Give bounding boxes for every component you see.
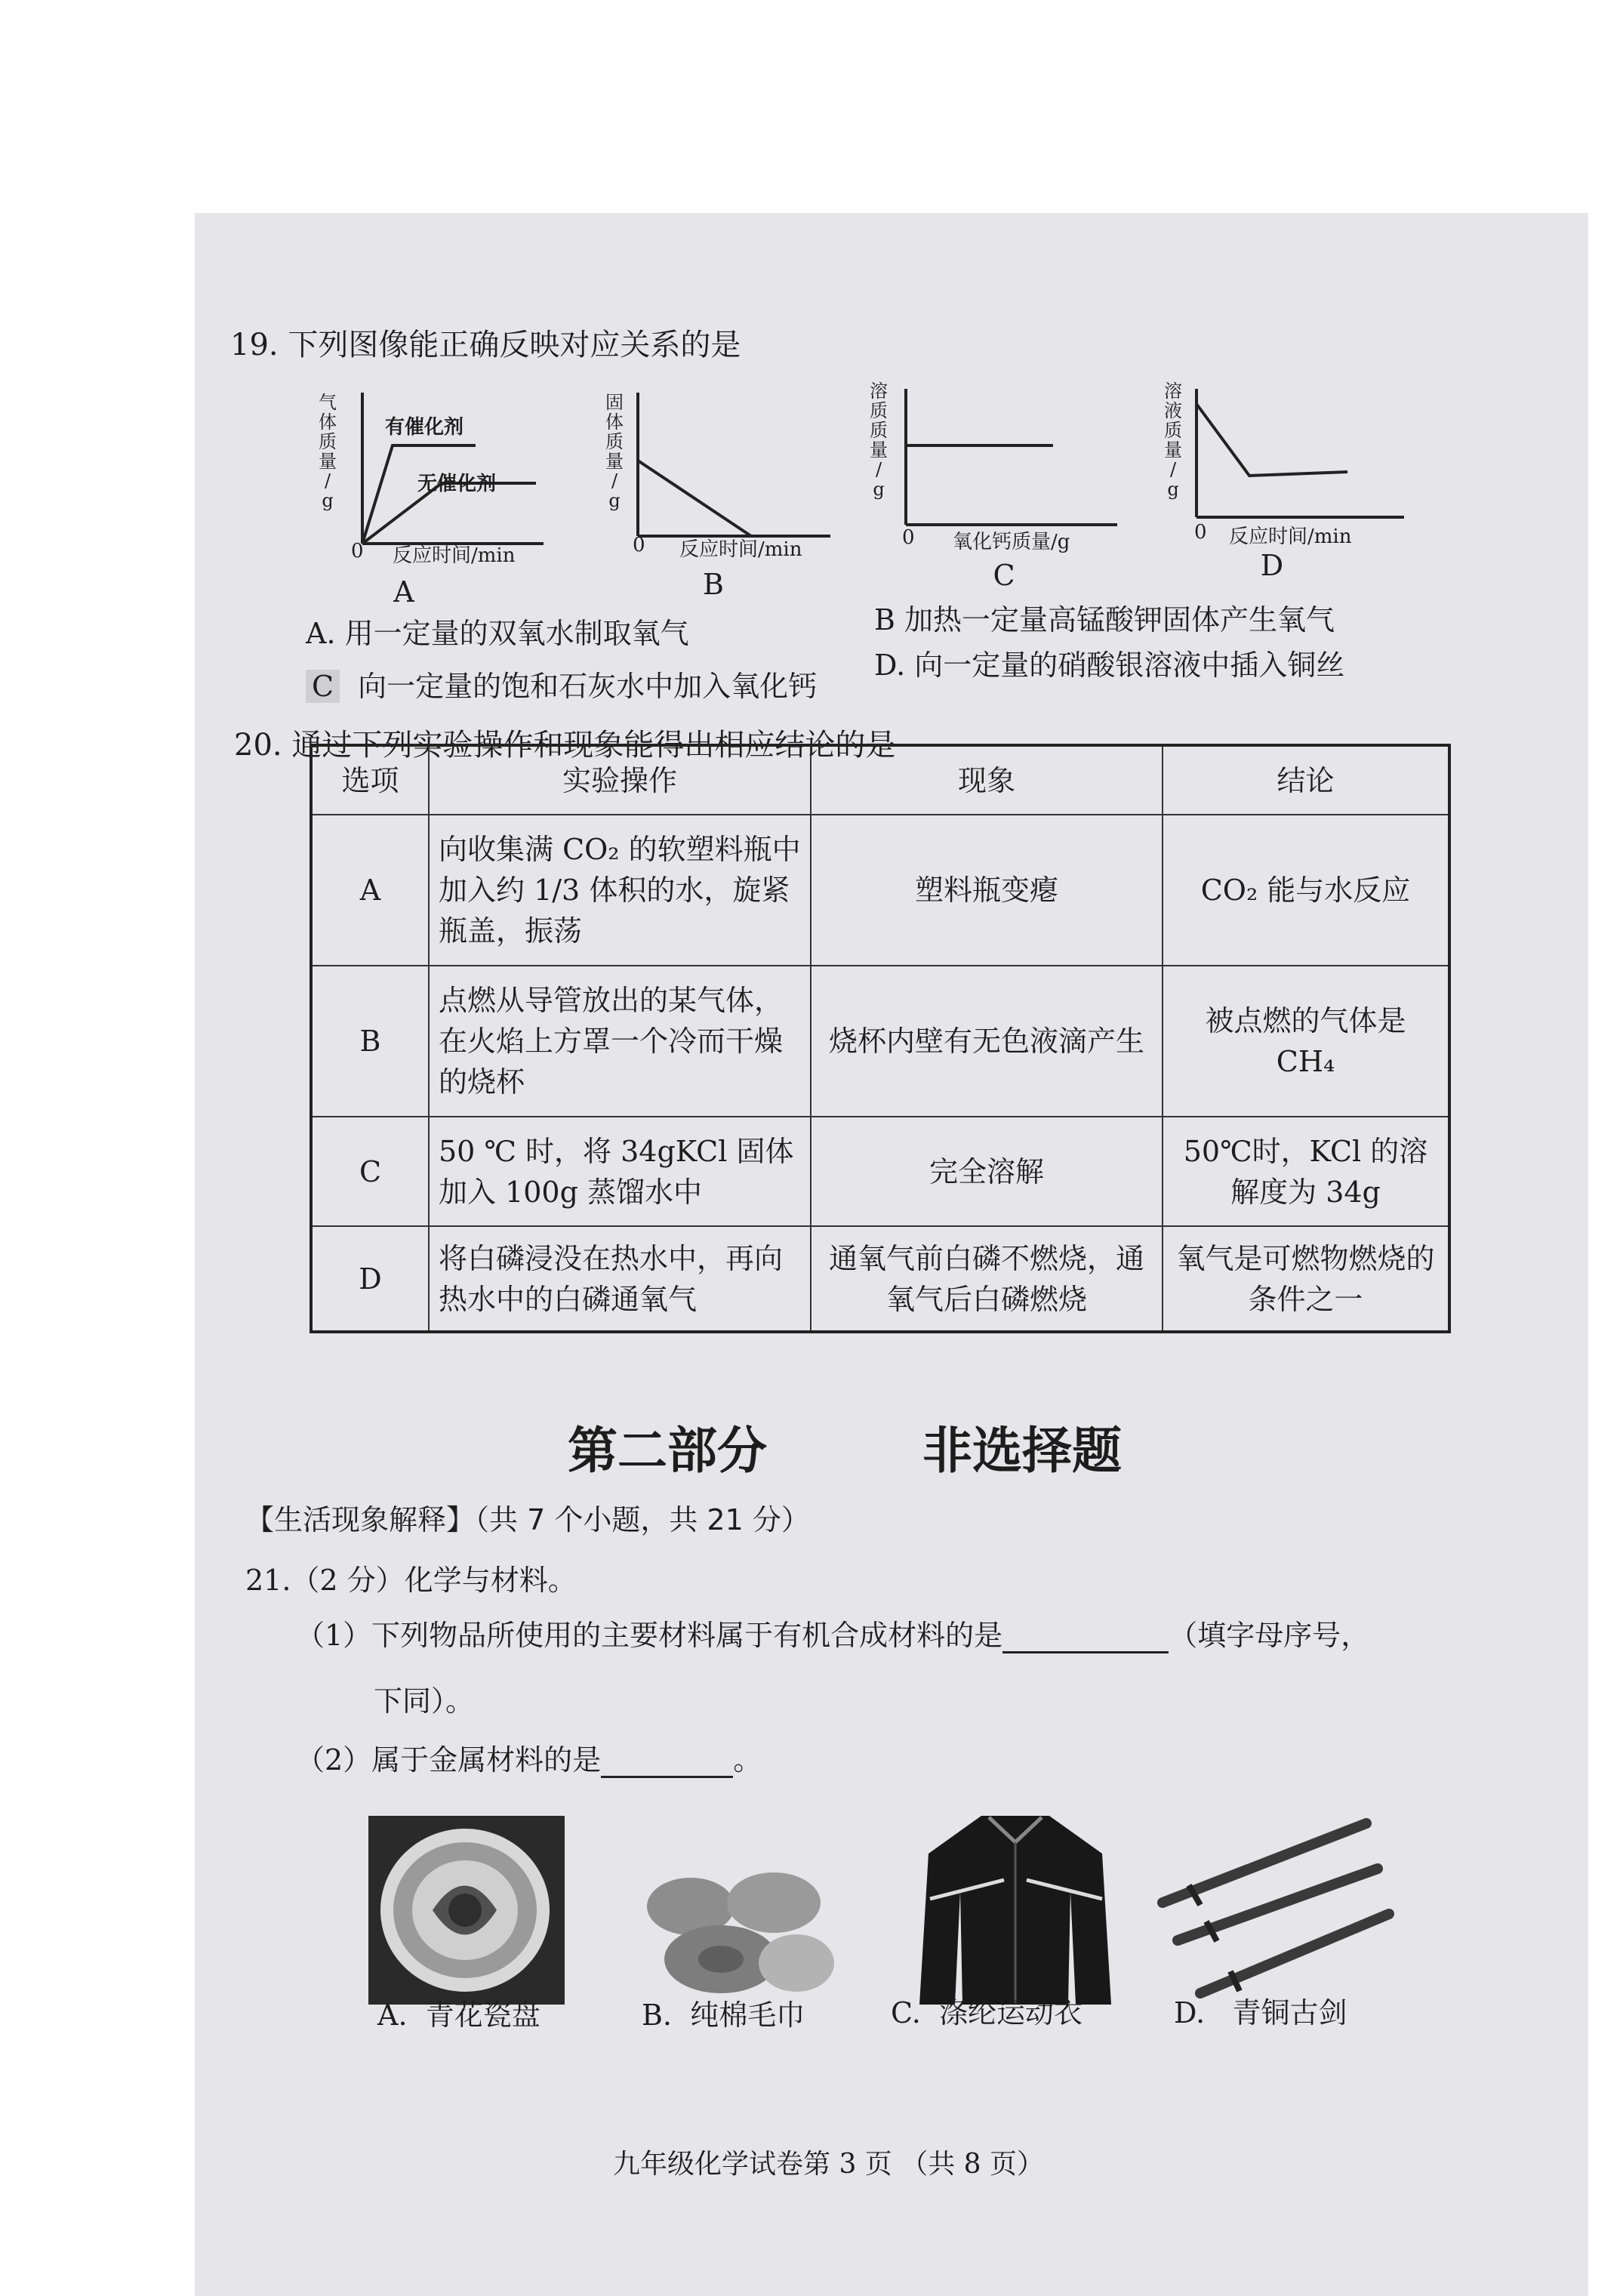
- header-phenomenon: 现象: [811, 745, 1163, 815]
- graph-a-origin: 0: [351, 540, 364, 562]
- part2-heading-left: 第二部分: [568, 1422, 767, 1480]
- q21-sub2: [296, 1737, 762, 1778]
- row-conclusion: 被点燃的气体是 CH₄: [1163, 966, 1449, 1117]
- row-phenomenon: 塑料瓶变瘪: [811, 815, 1163, 966]
- item-b-caption: B. 纯棉毛巾: [642, 1999, 805, 2032]
- graph-b-line: [638, 461, 751, 536]
- bronze-sword-image: [1155, 1816, 1404, 2005]
- q20-stem: 20. 通过下列实验操作和现象能得出相应结论的是: [234, 728, 896, 763]
- q20-table: [310, 744, 1451, 1333]
- q21-sub1-tail: （填字母序号，: [1169, 1619, 1370, 1652]
- graph-a-letter: A: [393, 575, 414, 609]
- graph-c-letter: C: [993, 559, 1015, 592]
- table-row: [311, 815, 1449, 966]
- q21-sub2-blank[interactable]: [601, 1746, 733, 1778]
- graph-b-origin: 0: [633, 534, 645, 556]
- item-c-caption: C. 涤纶运动衣: [891, 1996, 1083, 2029]
- cotton-towel-image: [634, 1865, 838, 2001]
- q21-sub2-tail: 。: [733, 1743, 762, 1777]
- q19-option-d: D. 向一定量的硝酸银溶液中插入铜丝: [874, 649, 1345, 682]
- row-option: C: [311, 1117, 429, 1226]
- q21-sub1-blank[interactable]: [1002, 1621, 1169, 1653]
- q21-sub1: [296, 1612, 1369, 1653]
- section-title: 【生活现象解释】（共 7 个小题，共 21 分）: [245, 1503, 810, 1536]
- row-conclusion: CO₂ 能与水反应: [1163, 815, 1449, 966]
- header-option: 选项: [311, 745, 429, 815]
- q21-sub1-text: （1）下列物品所使用的主要材料属于有机合成材料的是: [296, 1619, 1003, 1652]
- row-conclusion: 氧气是可燃物燃烧的条件之一: [1163, 1226, 1449, 1332]
- header-conclusion: 结论: [1163, 745, 1449, 815]
- polyester-jacket-image: [913, 1808, 1117, 2008]
- q19-stem: 19. 下列图像能正确反映对应关系的是: [230, 328, 741, 362]
- part2-heading-right: 非选择题: [922, 1422, 1122, 1480]
- table-row: [311, 966, 1449, 1117]
- q19-option-c-letter: C: [306, 670, 340, 703]
- q21-stem: 21.（2 分）化学与材料。: [245, 1564, 577, 1597]
- item-d-caption: D. 青铜古剑: [1174, 1996, 1347, 2029]
- graph-d-line: [1196, 404, 1347, 476]
- graph-a-series-1: 有催化剂: [385, 416, 464, 439]
- row-operation: 点燃从导管放出的某气体，在火焰上方罩一个冷而干燥的烧杯: [429, 966, 811, 1117]
- item-a-caption: A. 青花瓷盘: [377, 1999, 540, 2032]
- row-operation: 50 ℃ 时，将 34gKCl 固体加入 100g 蒸馏水中: [429, 1117, 811, 1226]
- graph-c-origin: 0: [902, 526, 915, 549]
- graph-b-y-label: 固 体 质 量 / g: [605, 392, 624, 511]
- porcelain-plate-image: [368, 1816, 565, 2005]
- table-row: [311, 1117, 1449, 1226]
- graph-a-series-2: 无催化剂: [417, 473, 497, 495]
- row-option: D: [311, 1226, 429, 1332]
- graph-a-y-label: 气 体 质 量 / g: [319, 392, 337, 511]
- row-option: A: [311, 815, 429, 966]
- row-operation: 将白磷浸没在热水中，再向热水中的白磷通氧气: [429, 1226, 811, 1332]
- q21-sub2-text: （2）属于金属材料的是: [296, 1743, 602, 1777]
- table-header-row: [311, 745, 1449, 815]
- graph-d-y-label: 溶 液 质 量 / g: [1164, 381, 1182, 500]
- header-operation: 实验操作: [429, 745, 811, 815]
- q19-option-b: B 加热一定量高锰酸钾固体产生氧气: [874, 603, 1335, 636]
- graph-c-y-label: 溶 质 质 量 / g: [870, 381, 888, 500]
- graph-d-x-label: 反应时间/min: [1229, 525, 1352, 548]
- page-footer: 九年级化学试卷第 3 页 （共 8 页）: [613, 2149, 1045, 2180]
- row-operation: 向收集满 CO₂ 的软塑料瓶中加入约 1/3 体积的水，旋紧瓶盖，振荡: [429, 815, 811, 966]
- graph-d-letter: D: [1260, 549, 1284, 582]
- row-conclusion: 50℃时，KCl 的溶解度为 34g: [1163, 1117, 1449, 1226]
- graph-a-x-label: 反应时间/min: [393, 544, 516, 567]
- row-phenomenon: 通氧气前白磷不燃烧，通氧气后白磷燃烧: [811, 1226, 1163, 1332]
- graph-b-x-label: 反应时间/min: [679, 538, 802, 561]
- row-phenomenon: 烧杯内壁有无色液滴产生: [811, 966, 1163, 1117]
- row-phenomenon: 完全溶解: [811, 1117, 1163, 1226]
- q21-sub1-cont: 下同）。: [374, 1684, 475, 1718]
- row-option: B: [311, 966, 429, 1117]
- graph-b-letter: B: [703, 568, 724, 601]
- table-row: [311, 1226, 1449, 1332]
- q19-option-c-text: 向一定量的饱和石灰水中加入氧化钙: [358, 670, 818, 703]
- graph-c-x-label: 氧化钙质量/g: [953, 531, 1070, 553]
- q19-option-c: [306, 663, 817, 704]
- q19-option-a: A. 用一定量的双氧水制取氧气: [306, 617, 689, 650]
- graph-d-origin: 0: [1194, 521, 1207, 544]
